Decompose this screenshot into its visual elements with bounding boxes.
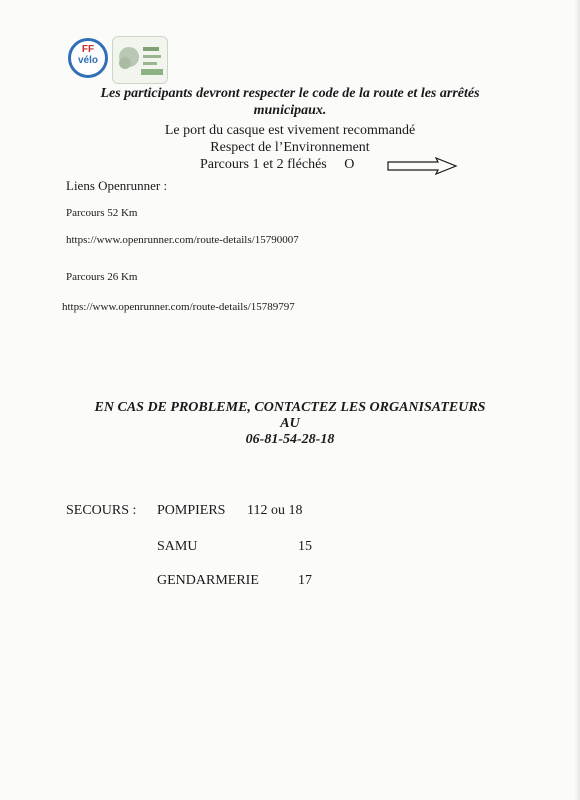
rules-notice bbox=[60, 85, 520, 119]
links-heading: Liens Openrunner : bbox=[66, 178, 168, 193]
logo-ff-text: FF bbox=[81, 44, 95, 55]
emergency-service-number: 112 ou 18 bbox=[247, 503, 303, 518]
contact-notice bbox=[40, 400, 540, 448]
route-52km-label: Parcours 52 Km bbox=[66, 207, 138, 219]
emergency-service-name: GENDARMERIE bbox=[157, 573, 259, 588]
page-edge-shadow bbox=[574, 0, 580, 800]
arrowed-routes-symbol: O bbox=[344, 157, 355, 172]
contact-line-1: EN CAS DE PROBLEME, CONTACTEZ LES ORGANISATEURS bbox=[94, 400, 486, 415]
right-arrow-icon bbox=[386, 156, 458, 176]
route-26km-link[interactable]: https://www.openrunner.com/route-details/15789797 bbox=[62, 301, 295, 313]
contact-phone: 06-81-54-28-18 bbox=[245, 432, 335, 447]
environment-respect: Respect de l’Environnement bbox=[210, 140, 370, 155]
arrowed-routes-text: Parcours 1 et 2 fléchés bbox=[200, 157, 327, 172]
rules-line-2: municipaux. bbox=[253, 103, 327, 118]
club-logo-icon bbox=[113, 37, 167, 83]
emergency-service-name: SAMU bbox=[157, 539, 198, 554]
header-logos bbox=[68, 36, 166, 84]
contact-line-2: AU bbox=[280, 416, 300, 431]
arrowed-routes bbox=[200, 157, 354, 172]
cycling-federation-logo bbox=[68, 38, 108, 78]
helmet-recommendation: Le port du casque est vivement recommandé bbox=[164, 123, 416, 138]
emergency-service-number: 17 bbox=[298, 573, 312, 588]
club-logo bbox=[112, 36, 168, 84]
route-26km-label: Parcours 26 Km bbox=[66, 271, 138, 283]
rules-line-1: Les participants devront respecter le code de la route et les arrêtés bbox=[100, 86, 480, 101]
route-52km-link[interactable]: https://www.openrunner.com/route-details/15790007 bbox=[66, 234, 299, 246]
logo-velo-text: vélo bbox=[77, 55, 98, 66]
emergency-label: SECOURS : bbox=[66, 503, 137, 518]
emergency-service-number: 15 bbox=[298, 539, 312, 554]
emergency-service-name: POMPIERS bbox=[157, 503, 226, 518]
